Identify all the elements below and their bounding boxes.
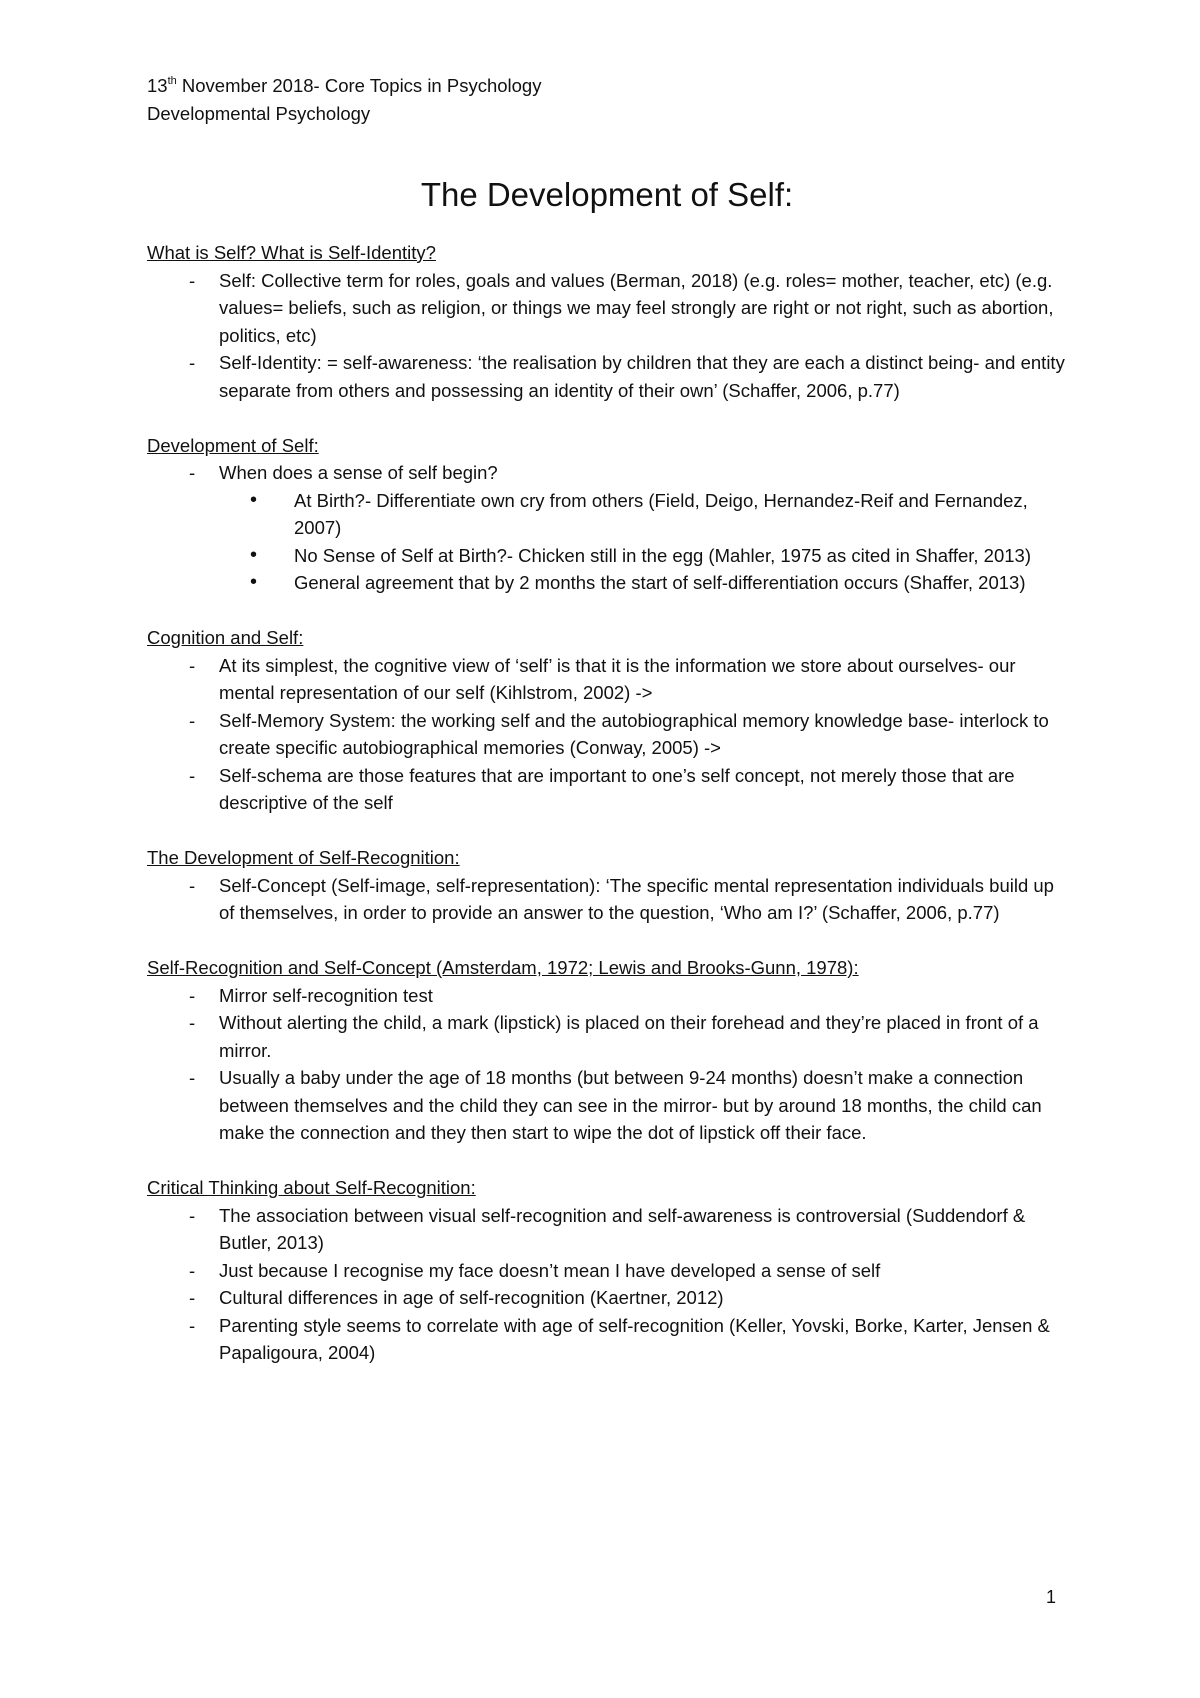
dash-list [147,459,1067,487]
list-item: - Self: Collective term for roles, goals and values (Berman, 2018) (e.g. roles= mother, teacher, etc) (e.g. values= beliefs, such as religion, or things we may feel strongly are right or not right, such as abortion, politics, etc) [147,267,1067,350]
list-item: - The association between visual self-recognition and self-awareness is controversial (Suddendorf & Butler, 2013) [147,1202,1067,1257]
list-item: - At its simplest, the cognitive view of ‘self’ is that it is the information we store about ourselves- our mental representation of our self (Kihlstrom, 2002) -> [147,652,1067,707]
header-date [147,72,1067,100]
header-subject: Developmental Psychology [147,102,371,124]
section-heading: What is Self? What is Self-Identity? [147,242,436,263]
dash-list [147,982,1067,1147]
list-item: - Usually a baby under the age of 18 months (but between 9-24 months) doesn’t make a connection between themselves and the child they can see in the mirror- but by around 18 months, the child can make the connection and they then start to wipe the dot of lipstick off their face. [147,1064,1067,1147]
section-heading: Self-Recognition and Self-Concept (Amsterdam, 1972; Lewis and Brooks-Gunn, 1978): [147,957,859,978]
section-development-of-self-recognition [147,844,1067,927]
dash-list [147,652,1067,817]
section-heading: Development of Self: [147,434,319,456]
bullet-item: • No Sense of Self at Birth?- Chicken still in the egg (Mahler, 1975 as cited in Shaffer, 2013) [147,542,1067,570]
list-item: - Just because I recognise my face doesn’t mean I have developed a sense of self [147,1257,1067,1285]
page-title: The Development of Self: [420,176,794,213]
section-self-recognition-and-self-concept [147,954,1067,1147]
page-number: 1 [1046,1587,1057,1607]
section-development-of-self [147,432,1067,597]
list-item: - Cultural differences in age of self-recognition (Kaertner, 2012) [147,1284,1067,1312]
list-item: - Self-schema are those features that are important to one’s self concept, not merely those that are descriptive of the self [147,762,1067,817]
document-content [147,72,1067,1394]
dash-list [147,267,1067,405]
list-item: - Self-Concept (Self-image, self-representation): ‘The specific mental representation individuals build up of themselves, in order to provide an answer to the question, ‘Who am I?’ (Schaffer, 2006, p.77) [147,872,1067,927]
section-heading: Cognition and Self: [147,627,304,648]
section-cognition-and-self [147,624,1067,817]
section-what-is-self [147,239,1067,404]
list-item: - Self-Memory System: the working self and the autobiographical memory knowledge base- interlock to create specific autobiographical memories (Conway, 2005) -> [147,707,1067,762]
header-date-day: 13 [147,75,168,96]
list-item: - Without alerting the child, a mark (lipstick) is placed on their forehead and they’re placed in front of a mirror. [147,1009,1067,1064]
section-heading: The Development of Self-Recognition: [147,847,460,868]
list-item: - Parenting style seems to correlate with age of self-recognition (Keller, Yovski, Borke, Karter, Jensen & Papaligoura, 2004) [147,1312,1067,1367]
list-item: - Mirror self-recognition test [147,982,1067,1010]
section-critical-thinking [147,1174,1067,1367]
list-item: - Self-Identity: = self-awareness: ‘the realisation by children that they are each a distinct being- and entity separate from others and possessing an identity of their own’ (Schaffer, 2006, p.77) [147,349,1067,404]
dash-list [147,872,1067,927]
section-heading: Critical Thinking about Self-Recognition: [147,1177,476,1198]
dash-list [147,1202,1067,1367]
bullet-item: • At Birth?- Differentiate own cry from others (Field, Deigo, Hernandez-Reif and Fernandez, 2007) [147,487,1067,542]
list-item: - When does a sense of self begin? [147,459,1067,487]
header-date-rest: November 2018- Core Topics in Psychology [176,75,542,96]
bullet-item: • General agreement that by 2 months the start of self-differentiation occurs (Shaffer, 2013) [147,569,1067,597]
bullet-list [147,487,1067,597]
header-date-suffix: th [167,74,177,87]
